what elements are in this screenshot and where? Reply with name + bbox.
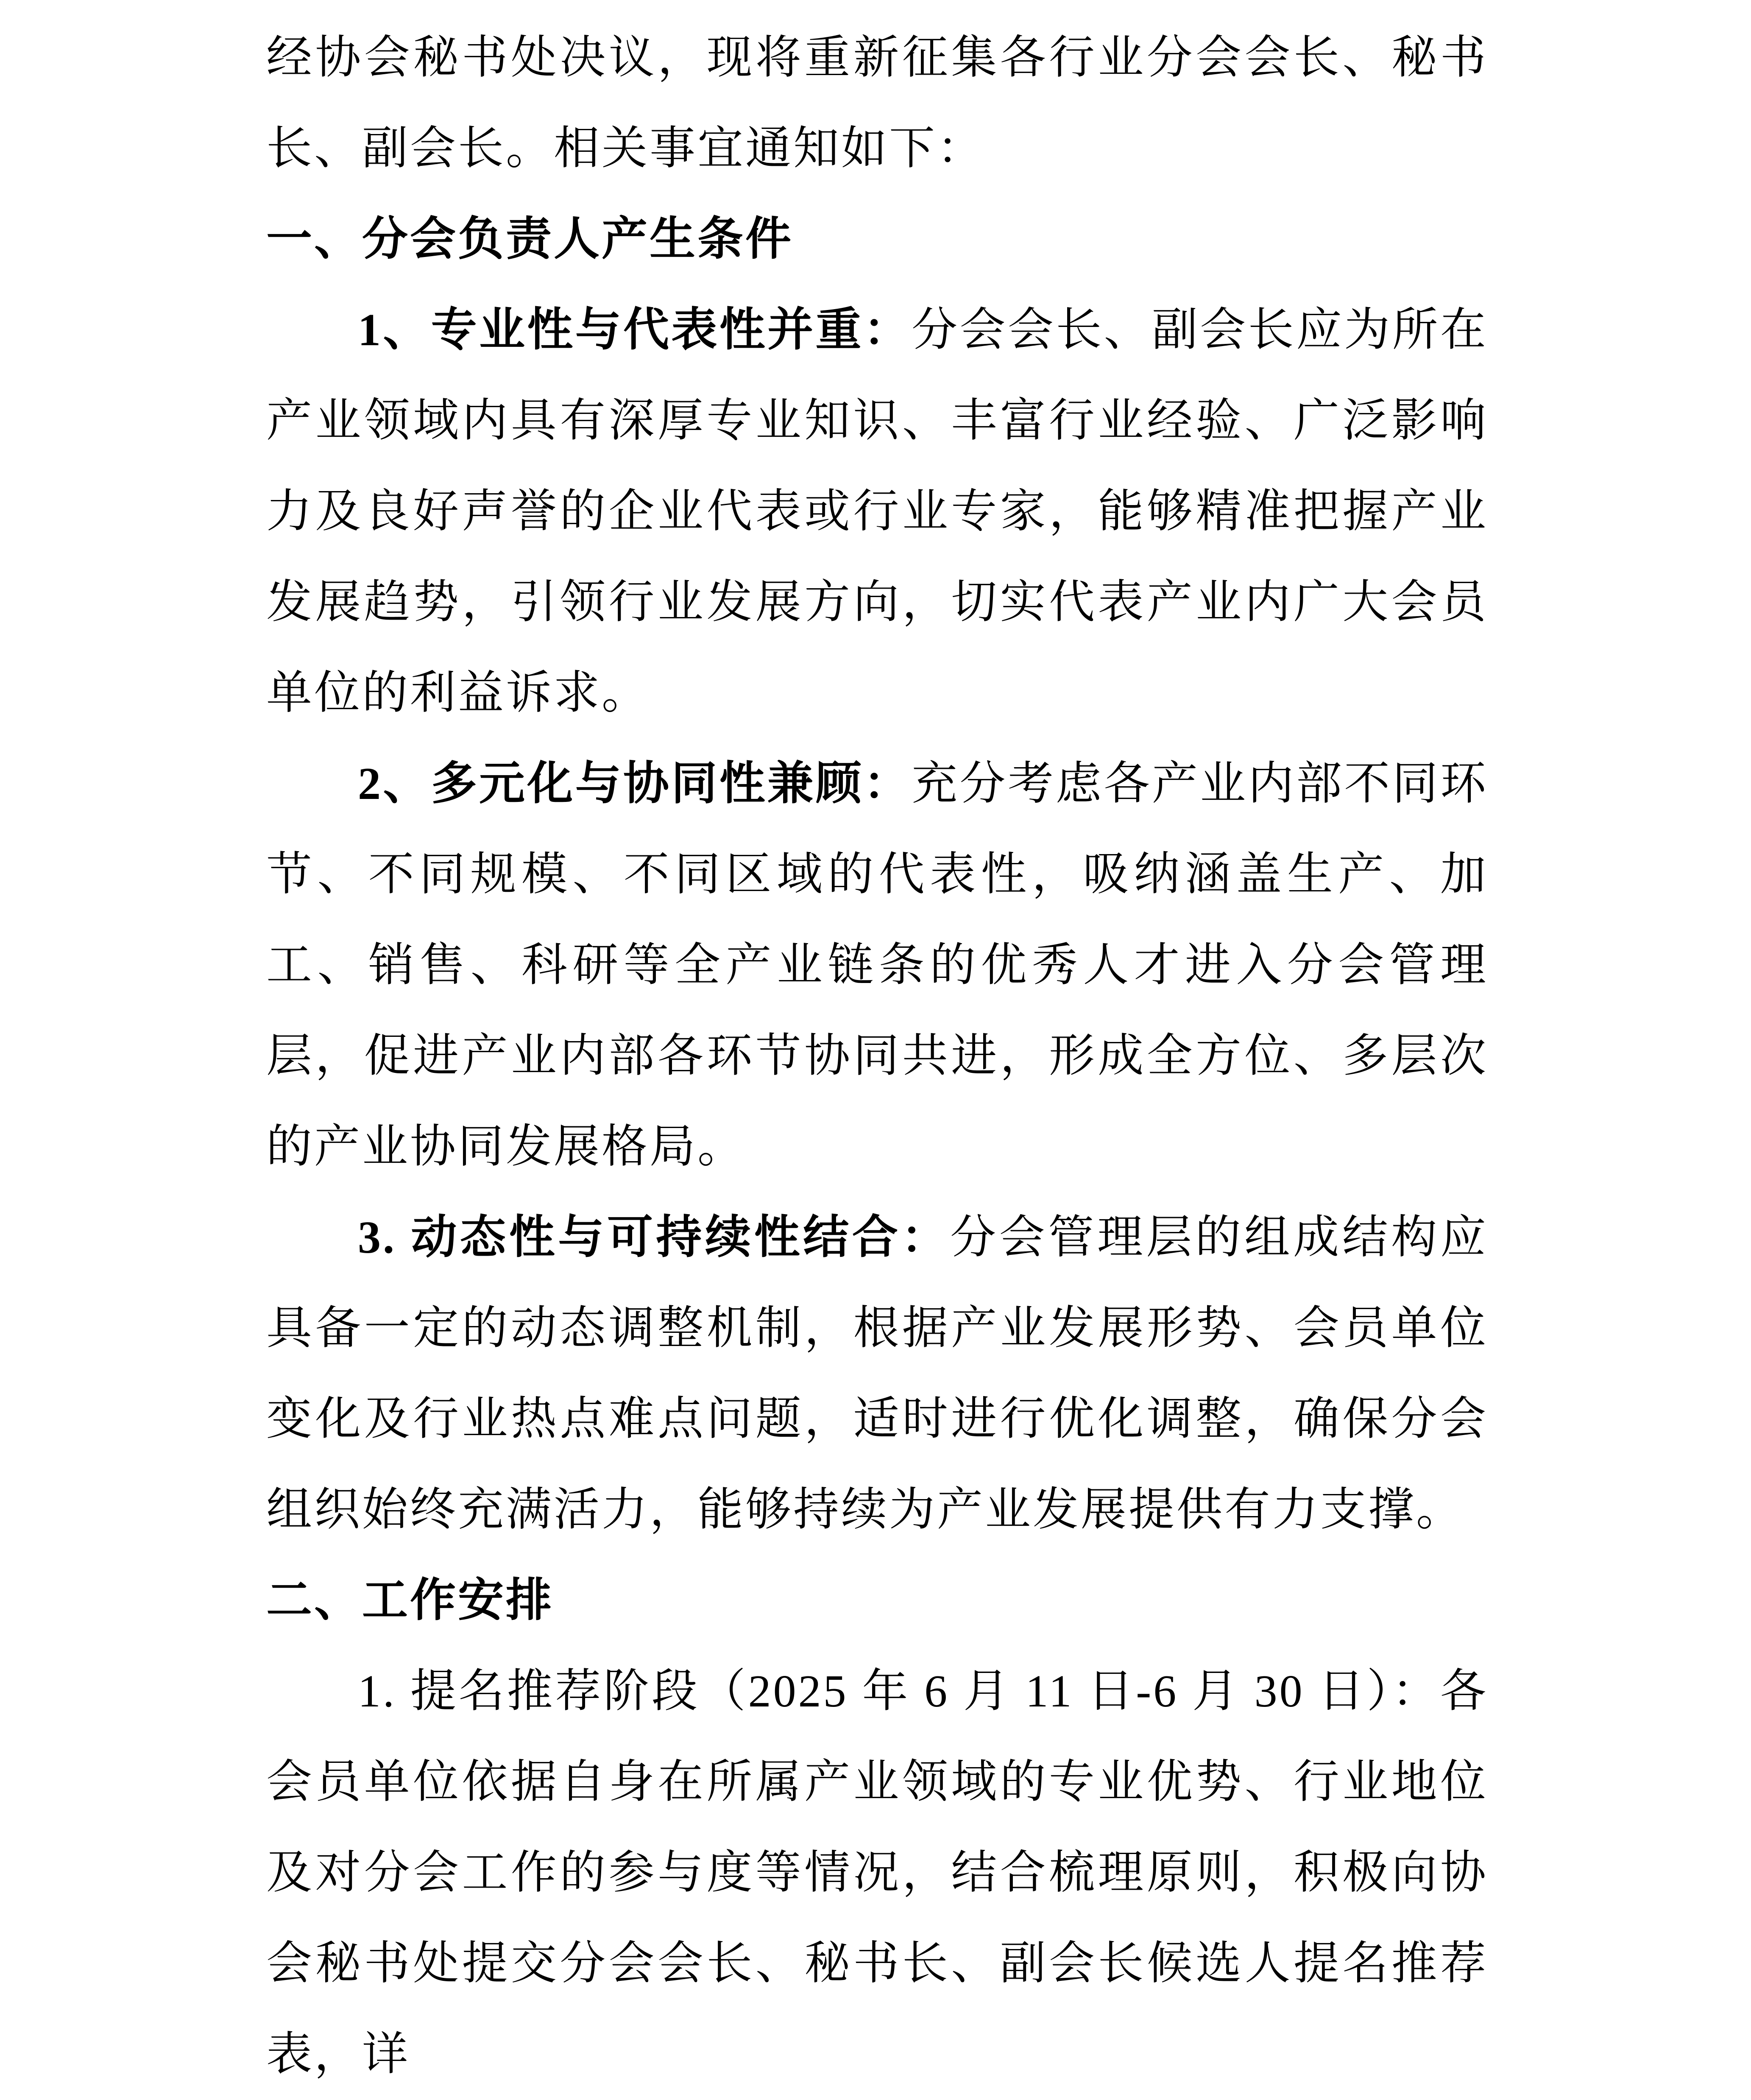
paragraph-condition-2	[266, 739, 1488, 1192]
paragraph-work-stage-1	[266, 1646, 1488, 2100]
paragraph-condition-3	[266, 1192, 1488, 1555]
condition-3-body: 分会管理层的组成结构应具备一定的动态调整机制，根据产业发展形势、会员单位变化及行业热点难点问题，适时进行优化调整，确保分会组织始终充满活力，能够持续为产业发展提供有力支撑。	[266, 1212, 1488, 1535]
document-body	[266, 13, 1488, 2100]
paragraph-condition-1	[266, 285, 1488, 739]
condition-3-lead: 3. 动态性与可持续性结合：	[358, 1212, 951, 1263]
condition-2-body: 充分考虑各产业内部不同环节、不同规模、不同区域的代表性，吸纳涵盖生产、加工、销售、科研等全产业链条的优秀人才进入分会管理层，促进产业内部各环节协同共进，形成全方位、多层次的产业协同发展格局。	[266, 759, 1488, 1172]
paragraph-intro	[266, 13, 1488, 194]
section-heading-work-plan-text: 二、工作安排	[266, 1575, 554, 1626]
section-heading-conditions-text: 一、分会负责人产生条件	[266, 214, 794, 265]
section-heading-conditions	[266, 194, 1488, 285]
condition-2-lead: 2、多元化与协同性兼顾：	[358, 759, 912, 809]
paragraph-intro-text: 经协会秘书处决议，现将重新征集各行业分会会长、秘书长、副会长。相关事宜通知如下：	[266, 33, 1488, 174]
work-stage-1-text: 1. 提名推荐阶段（2025 年 6 月 11 日-6 月 30 日）：各会员单位依据自身在所属产业领域的专业优势、行业地位及对分会工作的参与度等情况，结合梳理原则，积极向协会秘书处提交分会会长、秘书长、副会长候选人提名推荐表，详	[266, 1666, 1488, 2080]
condition-1-lead: 1、专业性与代表性并重：	[358, 305, 912, 355]
condition-1-body: 分会会长、副会长应为所在产业领域内具有深厚专业知识、丰富行业经验、广泛影响力及良好声誉的企业代表或行业专家，能够精准把握产业发展趋势，引领行业发展方向，切实代表产业内广大会员单位的利益诉求。	[266, 305, 1488, 718]
section-heading-work-plan	[266, 1555, 1488, 1646]
